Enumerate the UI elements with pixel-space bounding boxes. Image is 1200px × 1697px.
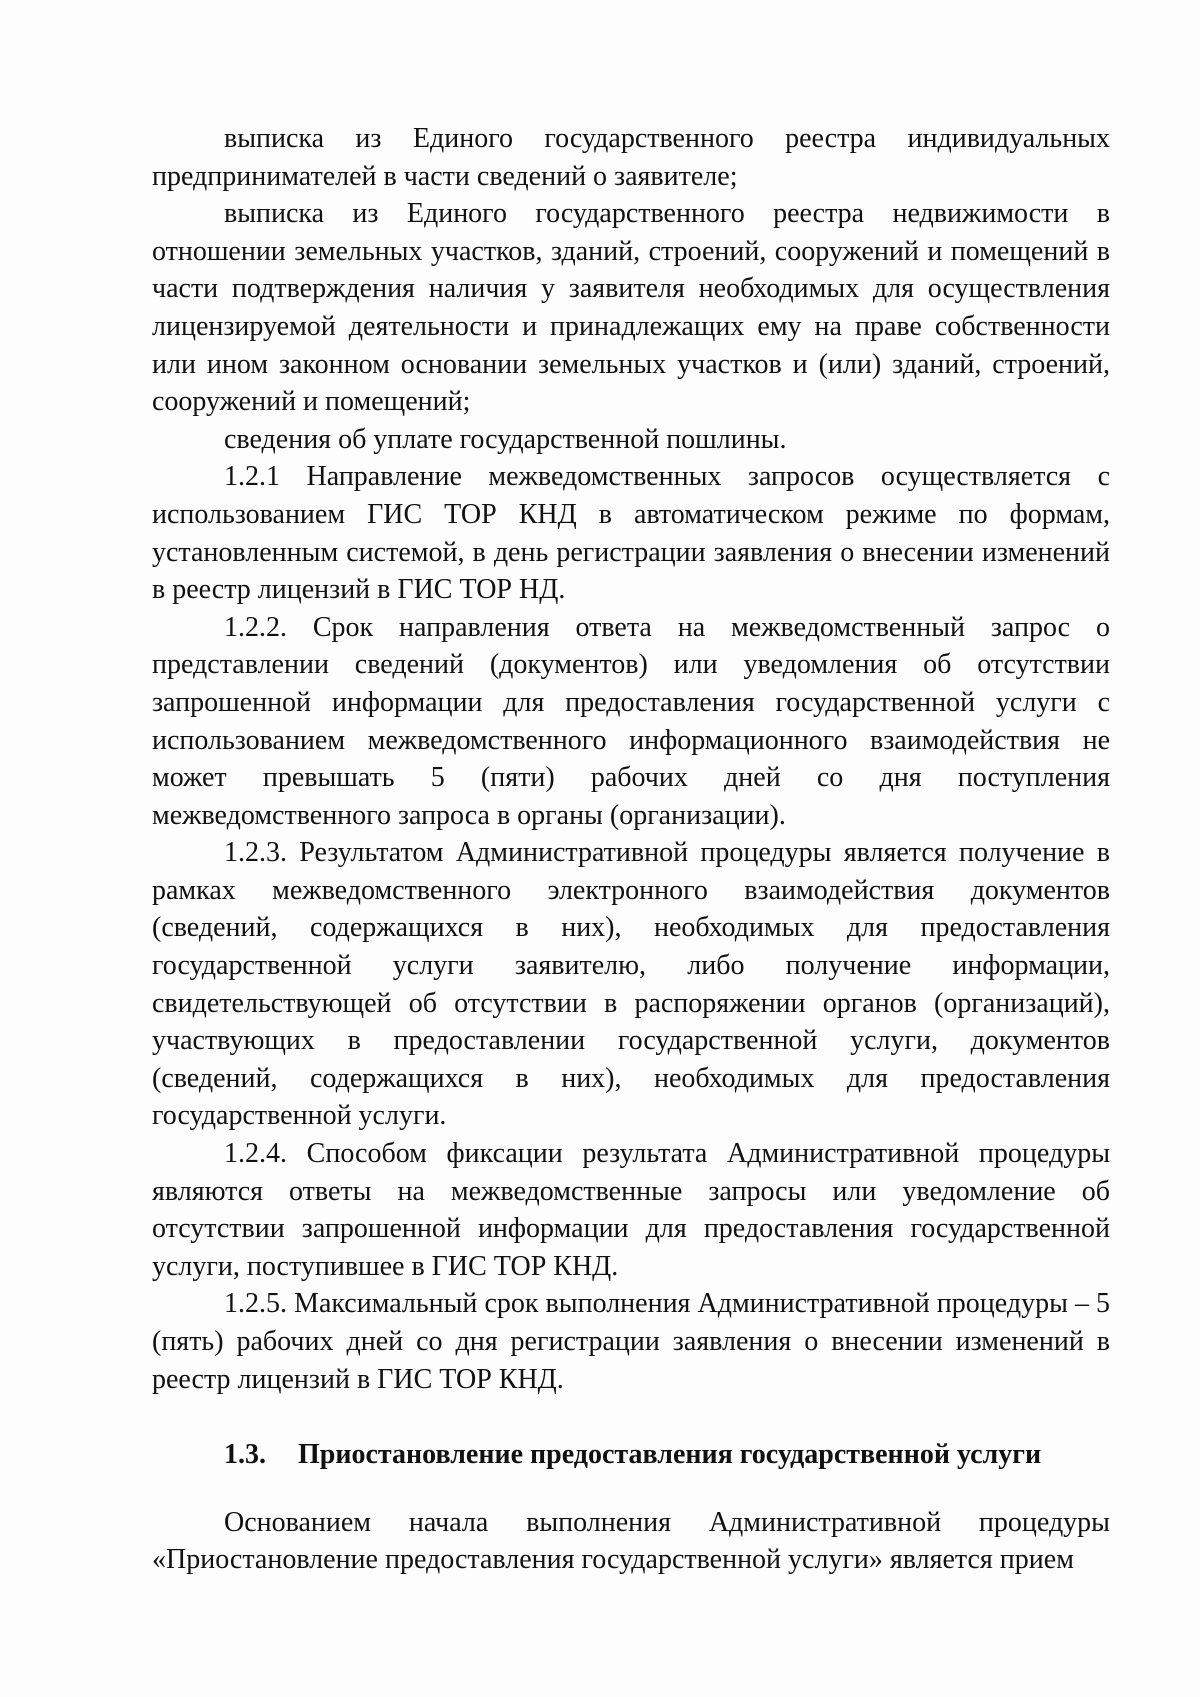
document-body bbox=[152, 120, 1110, 1579]
section-title: Приостановление предоставления государственной услуги bbox=[298, 1439, 1042, 1471]
section-heading bbox=[152, 1436, 1110, 1474]
paragraph-1-2-3: 1.2.3. Результатом Административной процедуры является получение в рамках межведомственного электронного взаимодействия документов (сведений, содержащихся в них), необходимых для предоставления государственной услуги заявителю, либо получение информации, свидетельствующей об отсутствии в распоряжении органов (организаций), участвующих в предоставлении государственной услуги, документов (сведений, содержащихся в них), необходимых для предоставления государственной услуги. bbox=[152, 837, 1110, 1132]
paragraph-closing: Основанием начала выполнения Административной процедуры «Приостановление предоставления государственной услуги» является прием bbox=[152, 1506, 1110, 1576]
paragraph-1-2-4: 1.2.4. Способом фиксации результата Административной процедуры являются ответы на межведомственные запросы или уведомление об отсутствии запрошенной информации для предоставления государственной услуги, поступившее в ГИС ТОР КНД. bbox=[152, 1138, 1110, 1282]
paragraph-1-2-5: 1.2.5. Максимальный срок выполнения Административной процедуры – 5 (пять) рабочих дней со дня регистрации заявления о внесении изменений в реестр лицензий в ГИС ТОР КНД. bbox=[152, 1288, 1110, 1395]
section-number: 1.3. bbox=[224, 1439, 266, 1471]
paragraph-1-2-1: 1.2.1 Направление межведомственных запросов осуществляется с использованием ГИС ТОР КНД в автоматическом режиме по формам, установленным системой, в день регистрации заявления о внесении изменений в реестр лицензий в ГИС ТОР НД. bbox=[152, 461, 1110, 606]
paragraph-1-2-2: 1.2.2. Срок направления ответа на межведомственный запрос о представлении сведений (документов) или уведомления об отсутствии запрошенной информации для предоставления государственной услуги с использованием межведомственного информационного взаимодействия не может превышать 5 (пяти) рабочих дней со дня поступления межведомственного запроса в органы (организации). bbox=[152, 611, 1110, 831]
paragraph-egrn-extract: выписка из Единого государственного реестра недвижимости в отношении земельных участков, зданий, строений, сооружений и помещений в части подтверждения наличия у заявителя необходимых для осуществления лицензируемой деятельности и принадлежащих ему на праве собственности или ином законном основании земельных участков и (или) зданий, строений, сооружений и помещений; bbox=[152, 198, 1110, 418]
paragraph-fee-info: сведения об уплате государственной пошлины. bbox=[224, 423, 787, 455]
paragraph-egrip-extract: выписка из Единого государственного реестра индивидуальных предпринимателей в части сведений о заявителе; bbox=[152, 123, 1110, 192]
